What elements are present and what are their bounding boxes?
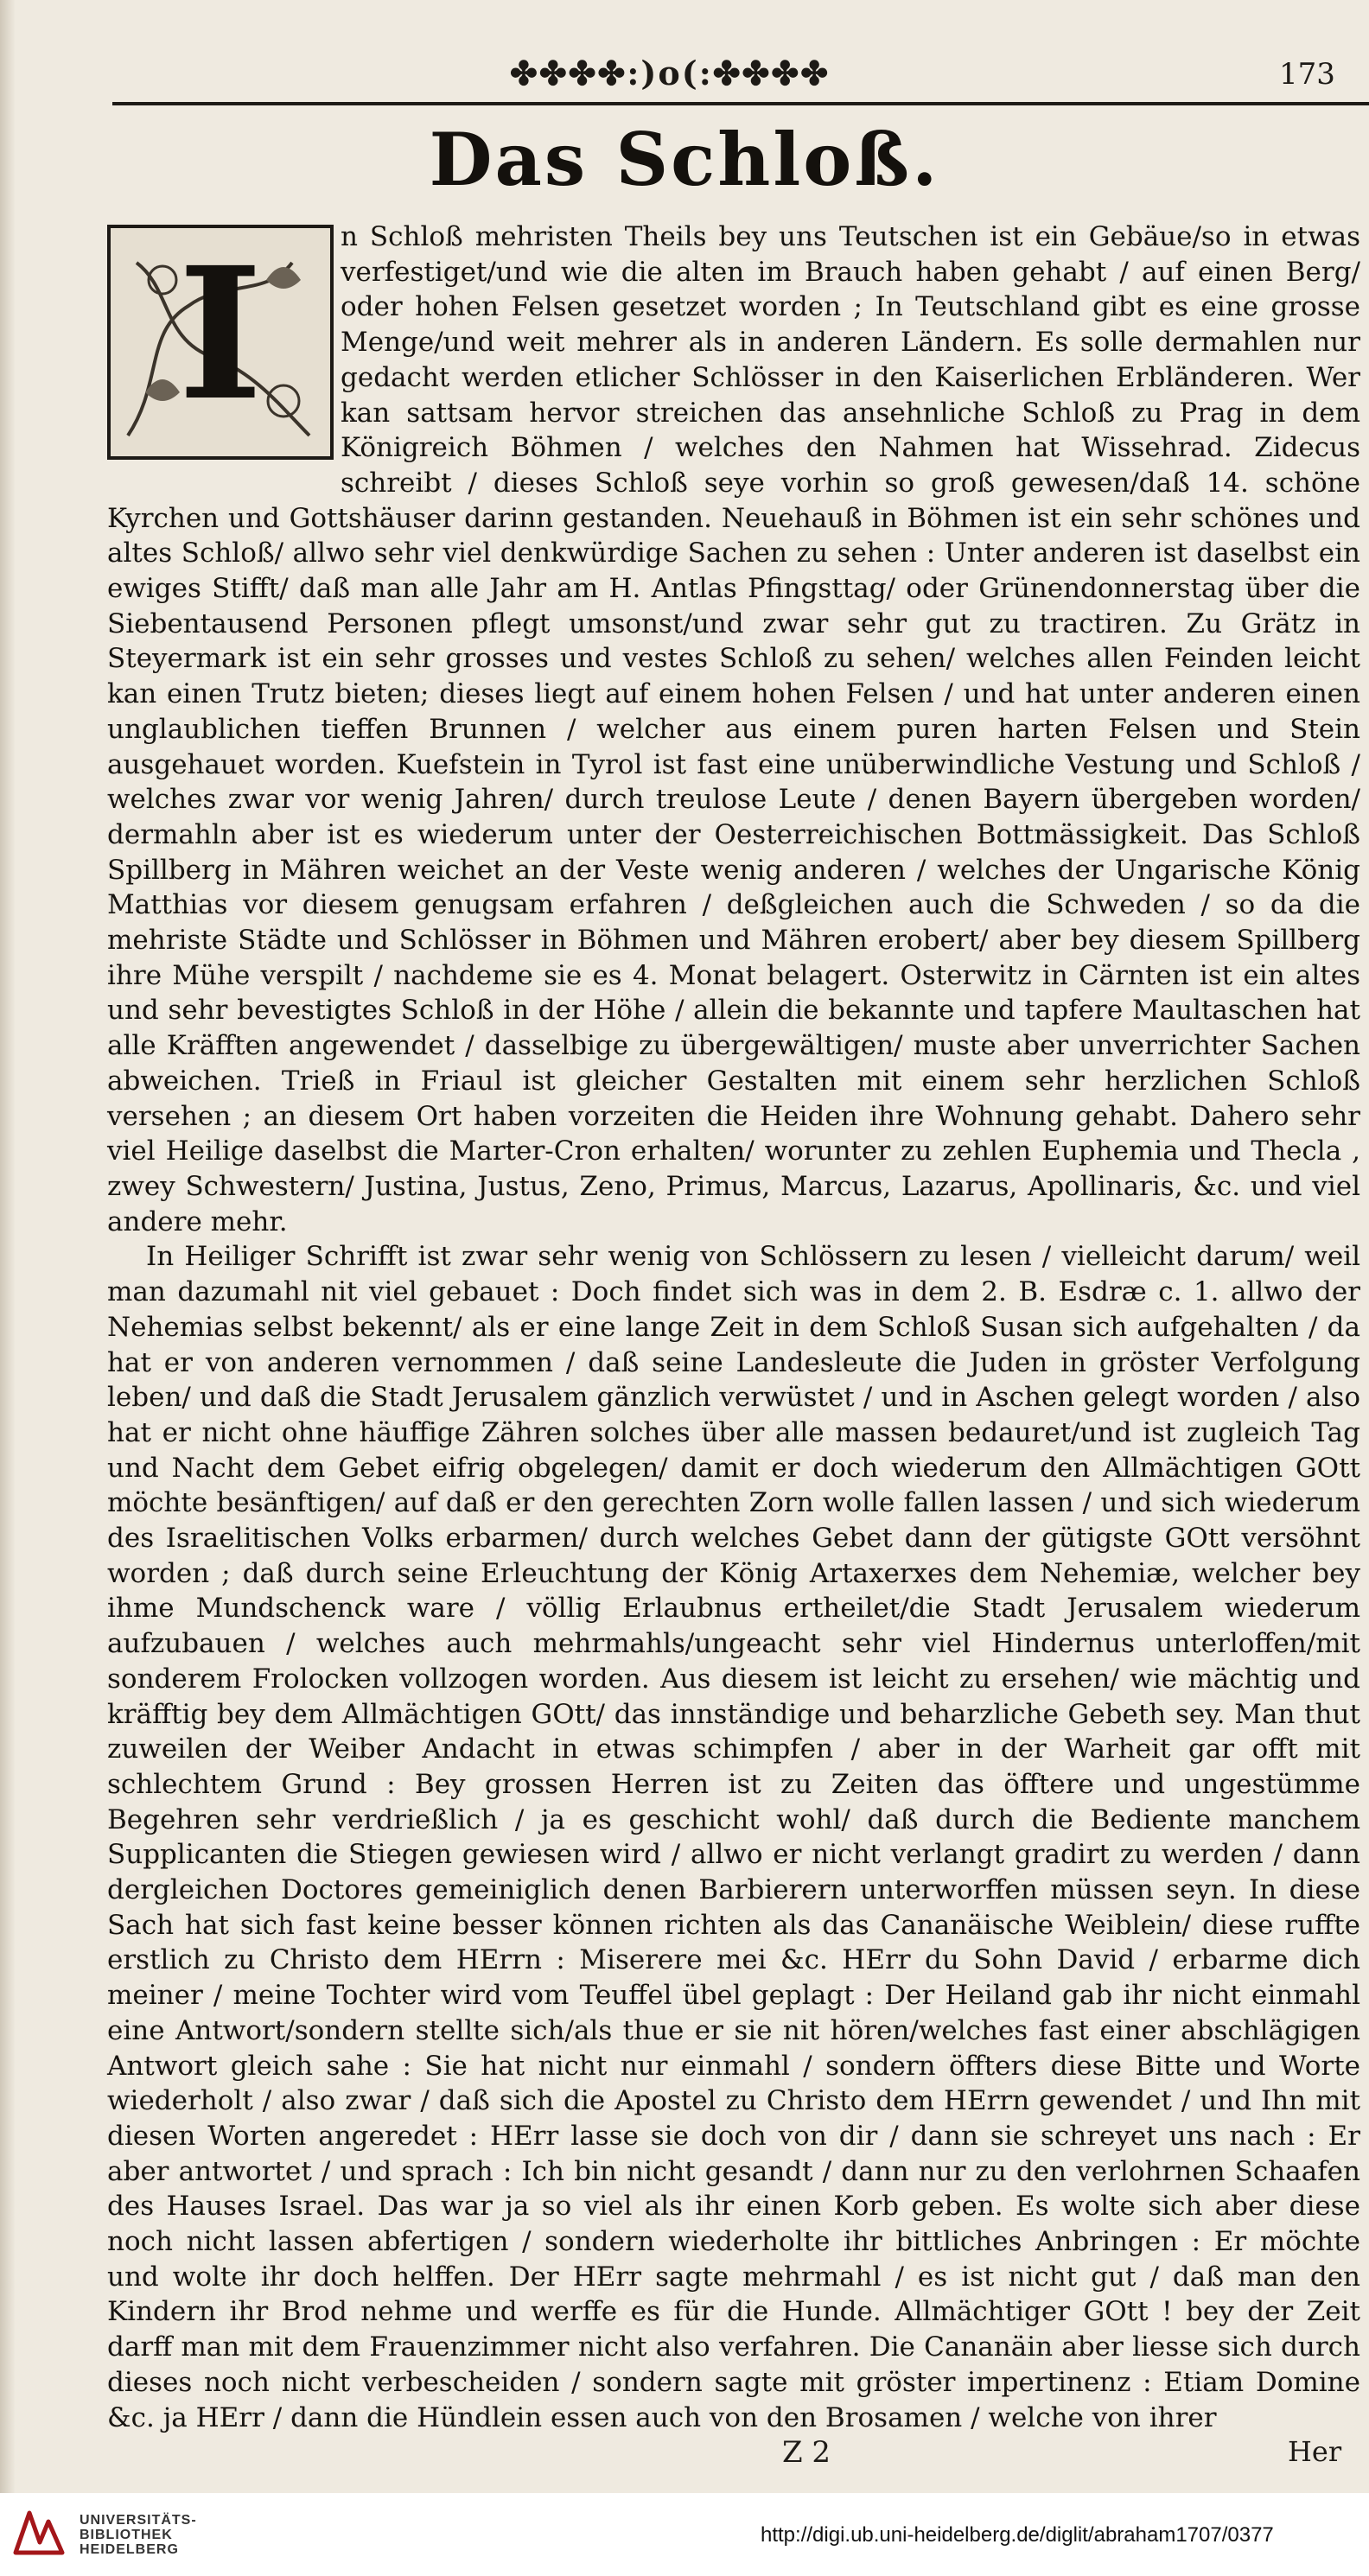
- body-text: [107, 219, 1360, 2435]
- chapter-title: Das Schloß.: [429, 117, 940, 202]
- book-spine-shadow: [0, 0, 16, 2493]
- library-name-line: HEIDELBERG: [80, 2542, 179, 2557]
- page-number: 173: [1279, 57, 1335, 92]
- header-ornament: ✤✤✤✤:)o(:✤✤✤✤: [510, 54, 831, 92]
- catchword: Her: [1288, 2435, 1342, 2468]
- header-rule: [112, 102, 1369, 105]
- paragraph-text: n Schloß mehristen Theils bey uns Teutschen ist ein Gebäue/so in etwas verfestiget/und wie die alten im Brauch haben gehabt / auf einen Berg/ oder hohen Felsen gesetzet worden ; In Teutschland gibt es eine grosse Menge/und weit mehrer als in anderen Ländern. Es solle dermahlen nur gedacht werden etlicher Schlösser in den Kaiserlichen Erbländeren. Wer kan sattsam hervor streichen das ansehnliche Schloß zu Prag in dem Königreich Böhmen / welches den Nahmen hat Wissehrad. Zidecus schreibt / dieses Schloß seye vorhin so groß gewesen/daß 14. schöne Kyrchen und Gottshäuser darinn gestanden. Neuehauß in Böhmen ist ein sehr schönes und altes Schloß/ allwo sehr viel denkwürdige Sachen zu sehen : Unter anderen ist daselbst ein ewiges Stifft/ daß man alle Jahr am H. Antlas Pfingsttag/ oder Grünendonnerstag über die Siebentausend Personen pflegt umsonst/und zwar sehr gut zu tractiren. Zu Grätz in Steyermark ist ein sehr grosses und vestes Schloß zu sehen/ welches allen Feinden leicht kan einen Trutz bieten; dieses liegt auf einem hohen Felsen / und hat unter anderen einen unglaublichen tieffen Brunnen / welcher aus einem puren harten Felsen und Stein ausgehauet worden. Kuefstein in Tyrol ist fast eine unüberwindliche Vestung und Schloß / welches zwar vor wenig Jahren/ durch treulose Leute / denen Bayern übergeben worden/ dermahln aber ist es wiederum unter der Oesterreichischen Bottmässigkeit. Das Schloß Spillberg in Mähren weichet an der Veste wenig anderen / welches der Ungarische König Matthias vor diesem genugsam erfahren / deßgleichen auch die Schweden / so da die mehriste Städte und Schlösser in Böhmen und Mähren erobert/ aber bey diesem Spillberg ihre Mühe verspilt / nachdeme sie es 4. Monat belagert. Osterwitz in Cärnten ist ein altes und sehr bevestigtes Schloß in der Höhe / allein die bekannte und tapfere Maultaschen hat alle Kräfften angewendet / dasselbige zu übergewältigen/ muste aber unverrichter Sachen abweichen. Trieß in Friaul ist gleicher Gestalten mit einem sehr herzlichen Schloß versehen ; an diesem Ort haben vorzeiten die Heiden ihre Wohnung gehabt. Dahero sehr viel Heilige daselbst die Marter-Cron erhalten/ worunter zu zehlen Euphemia und Thecla , zwey Schwestern/ Justina, Justus, Zeno, Primus, Marcus, Lazarus, Apollinaris, &c. und viel andere mehr.: [107, 221, 1360, 1237]
- paragraph-scripture: In Heiliger Schrifft ist zwar sehr wenig von Schlössern zu lesen / vielleicht darum/ weil man dazumahl nit viel gebauet : Doch findet sich was in dem 2. B. Esdræ c. 1. allwo der Nehemias selbst bekennt/ als er eine lange Zeit in dem Schloß Susan sich aufgehalten / da hat er von anderen vernommen / daß seine Landesleute die Juden in gröster Verfolgung leben/ und daß die Stadt Jerusalem gänzlich verwüstet / und in Aschen gelegt worden / also hat er nicht ohne häuffige Zähren solches über alle massen bedauret/und ist zugleich Tag und Nacht dem Gebet eifrig obgelegen/ damit er doch wiederum den Allmächtigen GOtt möchte besänftigen/ auf daß er den gerechten Zorn wolle fallen lassen / und sich wiederum des Israelitischen Volks erbarmen/ durch welches Gebet dann der gütigste GOtt versöhnt worden ; daß durch seine Erleuchtung der König Artaxerxes dem Nehemiæ, welcher bey ihme Mundschenck ware / völlig Erlaubnus ertheilet/die Stadt Jerusalem wiederum aufzubauen / welches auch mehrmahls/ungeacht sehr viel Hindernus unterloffen/mit sonderem Frolocken vollzogen worden. Aus diesem ist leicht zu ersehen/ wie mächtig und kräfftig bey dem Allmächtigen GOtt/ das innständige und beharzliche Gebeth sey. Man thut zuweilen der Weiber Andacht in etwas schimpfen / aber in der Warheit gar offt mit schlechtem Grund : Bey grossen Herren ist zu Zeiten das öfftere und ungestümme Begehren sehr verdrießlich / ja es geschicht wohl/ daß durch die Bediente manchem Supplicanten die Stiegen gewiesen wird / allwo er nicht verlangt gradirt zu werden / dann dergleichen Doctores gemeiniglich denen Barbierern unterworffen müssen seyn. In diese Sach hat sich fast keine besser können richten als das Cananäische Weiblein/ diese ruffte erstlich zu Christo dem HErrn : Miserere mei &c. HErr du Sohn David / erbarme dich meiner / meine Tochter wird vom Teuffel übel geplagt : Der Heiland gab ihr nicht einmahl eine Antwort/sondern stellte sich/als thue er sie nit hören/welches fast einer abschlägigen Antwort gleich sahe : Sie hat nicht nur einmahl / sondern öffters diese Bitte und Worte wiederholt / also zwar / daß sich die Apostel zu Christo dem HErrn gewendet / und Ihn mit diesen Worten angeredet : HErr lasse sie doch von dir / dann sie schreyet uns nach : Er aber antwortet / und sprach : Ich bin nicht gesandt / dann nur zu den verlohrnen Schaafen des Hauses Israel. Das war ja so viel als ihr einen Korb geben. Es wolte sich aber diese noch nicht lassen abfertigen / sondern wiederholte ihr bittliches Anbringen : Er möchte und wolte ihr doch helffen. Der HErr sagte mehrmahl / es ist nicht gut / daß man den Kindern ihr Brod nehme und werffe es für die Hunde. Allmächtiger GOtt ! bey der Zeit darff man mit dem Frauenzimmer nicht also verfahren. Die Cananäin aber liesse sich durch dieses noch nicht verbescheiden / sondern sagte mit gröster impertinenz : Etiam Domine &c. ja HErr / dann die Hündlein essen auch von den Brosamen / welche von ihrer: [107, 1241, 1360, 2433]
- library-name-line: BIBLIOTHEK: [80, 2528, 173, 2542]
- initial-spacer: [107, 219, 341, 470]
- library-name-line: UNIVERSITÄTS-: [80, 2513, 197, 2528]
- signature-mark: Z 2: [782, 2435, 831, 2470]
- paragraph-castles: [107, 219, 1360, 1239]
- library-name: [80, 2513, 197, 2557]
- source-url-link[interactable]: http://digi.ub.uni-heidelberg.de/diglit/abraham1707/0377: [761, 2523, 1274, 2547]
- library-logo-icon: [10, 2504, 67, 2561]
- initial-letter: I: [177, 227, 264, 441]
